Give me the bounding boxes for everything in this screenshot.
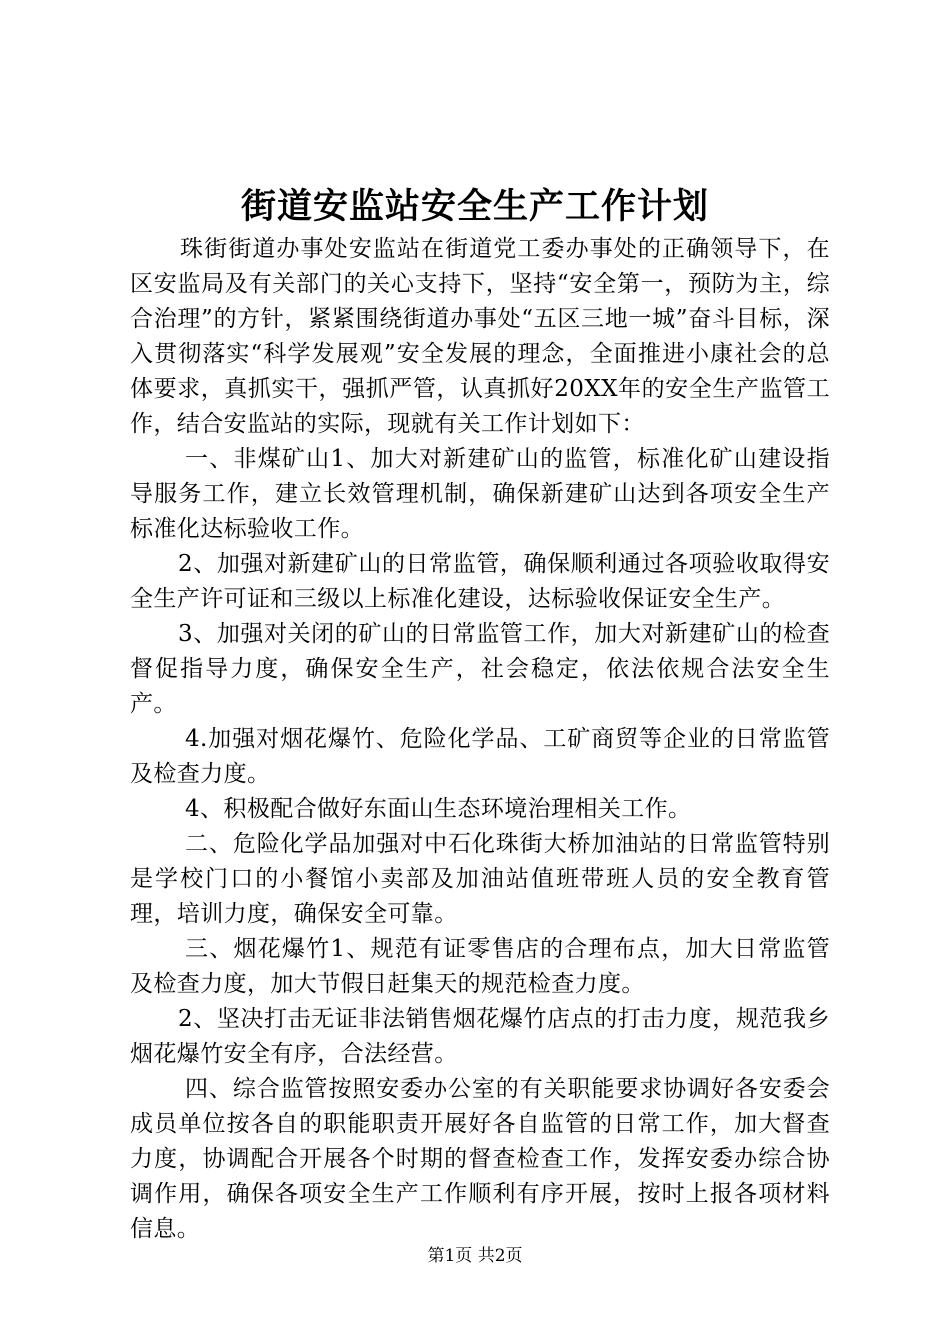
- paragraph-section-1-item-1: 一、非煤矿山1、加大对新建矿山的监管，标准化矿山建设指导服务工作，建立长效管理机制，确保新建矿山达到各项安全生产标准化达标验收工作。: [130, 446, 830, 542]
- page-footer: 第1页 共2页: [427, 1246, 523, 1266]
- paragraph-section-1-item-5: 4、积极配合做好东面山生态环境治理相关工作。: [185, 796, 692, 822]
- paragraph-section-3-item-2: 2、坚决打击无证非法销售烟花爆竹店点的打击力度，规范我乡烟花爆竹安全有序，合法经营。: [130, 1006, 830, 1067]
- paragraph-section-1-item-3: 3、加强对关闭的矿山的日常监管工作，加大对新建矿山的检查督促指导力度，确保安全生产，社会稳定，依法依规合法安全生产。: [130, 621, 830, 717]
- document-body: [130, 232, 830, 1247]
- paragraph-intro: 珠街街道办事处安监站在街道党工委办事处的正确领导下，在区安监局及有关部门的关心支持下，坚持“安全第一，预防为主，综合治理”的方针，紧紧围绕街道办事处“五区三地一城”奋斗目标，深入贯彻落实“科学发展观”安全发展的理念，全面推进小康社会的总体要求，真抓实干，强抓严管，认真抓好20XX年的安全生产监管工作，结合安监站的实际，现就有关工作计划如下：: [130, 236, 830, 437]
- paragraph-section-4: 四、综合监管按照安委办公室的有关职能要求协调好各安委会成员单位按各自的职能职责开展好各自监管的日常工作，加大督查力度，协调配合开展各个时期的督查检查工作，发挥安委办综合协调作用，确保各项安全生产工作顺利有序开展，按时上报各项材料信息。: [130, 1076, 830, 1242]
- paragraph-section-1-item-2: 2、加强对新建矿山的日常监管，确保顺利通过各项验收取得安全生产许可证和三级以上标准化建设，达标验收保证安全生产。: [130, 551, 830, 612]
- paragraph-section-2: 二、危险化学品加强对中石化珠街大桥加油站的日常监管特别是学校门口的小餐馆小卖部及加油站值班带班人员的安全教育管理，培训力度，确保安全可靠。: [130, 831, 830, 927]
- paragraph-section-1-item-4: 4.加强对烟花爆竹、危险化学品、工矿商贸等企业的日常监管及检查力度。: [130, 726, 830, 787]
- paragraph-section-3-item-1: 三、烟花爆竹1、规范有证零售店的合理布点，加大日常监管及检查力度，加大节假日赶集天的规范检查力度。: [130, 936, 830, 997]
- document-title: 街道安监站安全生产工作计划: [240, 186, 709, 227]
